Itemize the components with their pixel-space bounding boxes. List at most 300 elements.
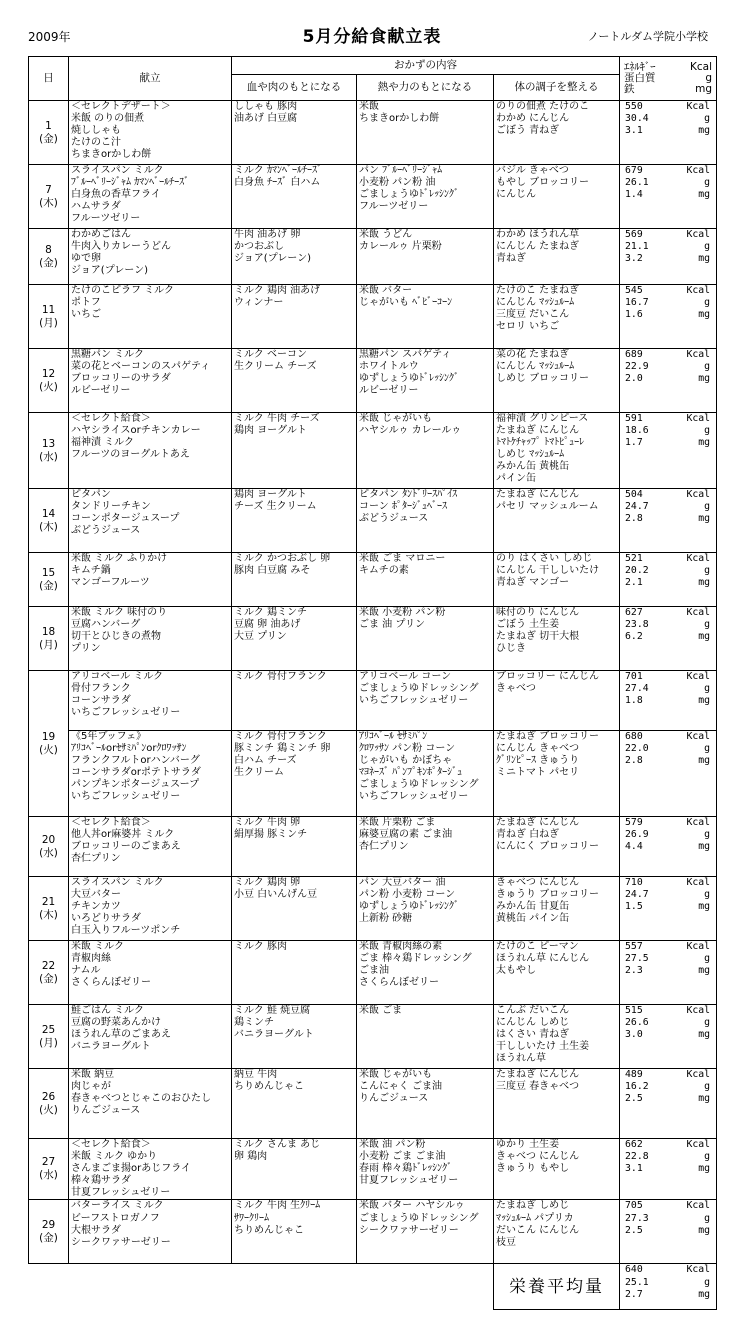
menu-table <box>28 56 717 1310</box>
green-foods-cell <box>494 607 620 671</box>
red-foods-cell <box>232 229 357 285</box>
cell-line: 甘夏フレッシュゼリー <box>359 1175 459 1187</box>
cell-line: 味付のり にんじん <box>496 607 580 618</box>
iron-value <box>622 755 714 767</box>
cell-line: 杏仁プリン <box>71 853 121 865</box>
cell-line: ｸﾞﾘﾝﾋﾟｰｽ きゅうり <box>496 755 580 767</box>
iron-value <box>622 695 714 707</box>
energy-number: 591 <box>625 413 643 424</box>
cell-line: キムチの素 <box>359 565 409 577</box>
protein-value <box>622 1213 714 1225</box>
cell-line: 鶏肉 ヨーグルト <box>234 489 307 500</box>
average-nutrition <box>620 1264 717 1310</box>
cell-line: ルビーゼリー <box>71 385 131 397</box>
table-row <box>29 731 717 817</box>
day-number: 7 <box>45 183 52 196</box>
energy-unit: Kcal <box>686 817 711 828</box>
day-cell <box>29 1200 69 1264</box>
cell-line: 杏仁プリン <box>359 841 409 853</box>
cell-line: コーンポタージュスープ <box>71 513 180 525</box>
day-number: 14 <box>41 507 56 520</box>
green-foods-cell <box>494 941 620 1005</box>
cell-line: 骨付フランク <box>71 683 131 695</box>
cell-line: マンゴーフルーツ <box>71 577 150 589</box>
yellow-foods-cell <box>357 553 494 607</box>
red-foods-cell <box>232 671 357 731</box>
day-number: 12 <box>41 367 56 380</box>
protein-value <box>622 113 714 125</box>
day-of-week: (月) <box>39 316 58 329</box>
table-row <box>29 349 717 413</box>
day-cell <box>29 101 69 165</box>
cell-line: 福神漬 グリンピース <box>496 413 589 424</box>
protein-number: 22.9 <box>625 361 649 373</box>
day-cell <box>29 671 69 817</box>
day-cell <box>29 877 69 941</box>
cell-line: 米飯 うどん <box>359 229 413 240</box>
cell-line: ゆずしょうゆﾄﾞﾚｯｼﾝｸﾞ <box>359 373 459 385</box>
cell-line: きゅうり ブロッコリー <box>496 889 599 901</box>
yellow-foods-cell <box>357 607 494 671</box>
iron-unit: mg <box>698 1288 711 1300</box>
cell-line: わかめ ほうれん草 <box>496 229 580 240</box>
cell-line: ミルク 骨付フランク <box>234 731 327 742</box>
iron-value <box>622 189 714 201</box>
table-row <box>29 229 717 285</box>
energy-number: 662 <box>625 1139 643 1150</box>
iron-value <box>622 309 714 321</box>
day-number: 18 <box>41 625 56 638</box>
cell-line: 米飯 ミルク <box>71 941 124 952</box>
energy-value <box>622 607 714 619</box>
cell-line: たまねぎ にんじん <box>496 489 580 500</box>
cell-line: ＜セレクト給食＞ <box>71 413 151 424</box>
cell-line: タンドリーチキン <box>71 501 151 513</box>
day-number: 13 <box>41 437 56 450</box>
cell-line: ちりめんじゃこ <box>234 1081 304 1093</box>
iron-number: 3.2 <box>625 253 643 265</box>
iron-unit: mg <box>698 309 711 321</box>
cell-line: いちごフレッシュゼリー <box>71 707 181 719</box>
energy-value <box>622 553 714 565</box>
protein-unit: g <box>705 72 713 84</box>
cell-line: たけのこ汁 <box>71 137 121 149</box>
cell-line: 福神漬 ミルク <box>71 437 134 449</box>
day-of-week: (水) <box>39 1169 58 1182</box>
day-cell <box>29 1005 69 1069</box>
cell-line: りんごジュース <box>71 1105 141 1117</box>
cell-line: シークワァサーゼリー <box>71 1236 171 1248</box>
cell-line: 白ハム チーズ <box>234 755 297 767</box>
cell-line: ミルク 鶏肉 卵 <box>234 877 301 888</box>
cell-line: だいこん にんじん <box>496 1224 580 1236</box>
protein-number: 16.2 <box>625 1081 649 1093</box>
green-foods-cell <box>494 229 620 285</box>
protein-number: 16.7 <box>625 297 649 309</box>
cell-line: 米飯 <box>359 101 379 112</box>
cell-line: ウィンナー <box>234 297 284 309</box>
cell-line: たまねぎ しめじ <box>496 1200 570 1212</box>
green-foods-cell <box>494 1005 620 1069</box>
cell-line: 菜の花とベーコンのスパゲティ <box>71 361 211 373</box>
cell-line: ハヤシライスorチキンカレー <box>71 425 201 437</box>
cell-line: 小豆 白いんげん豆 <box>234 889 318 901</box>
cell-line: ミニトマト パセリ <box>496 767 580 779</box>
iron-value <box>622 631 714 643</box>
iron-unit: mg <box>698 373 711 385</box>
protein-value <box>622 743 714 755</box>
nutrition-cell <box>620 489 717 553</box>
menu-cell <box>69 349 232 413</box>
day-number: 11 <box>41 303 56 316</box>
cell-line: 油あげ 白豆腐 <box>234 113 298 125</box>
cell-line: もやし ブロッコリー <box>496 177 589 189</box>
iron-value <box>622 437 714 449</box>
day-of-week: (金) <box>39 1231 58 1244</box>
cell-line: ピタパン ﾀﾝﾄﾞﾘｰｽﾊﾟｲｽ <box>359 489 458 500</box>
cell-line: ｻﾜｰｸﾘｰﾑ <box>234 1212 269 1224</box>
energy-number: 579 <box>625 817 643 828</box>
red-foods-cell <box>232 731 357 817</box>
cell-line: 菜の花 たまねぎ <box>496 349 570 360</box>
red-foods-cell <box>232 817 357 877</box>
energy-value <box>622 1069 714 1081</box>
day-of-week: (月) <box>39 638 58 651</box>
iron-value <box>622 841 714 853</box>
energy-value <box>622 101 714 113</box>
col-menu: 献立 <box>69 57 232 101</box>
cell-line: ちまきorかしわ餅 <box>359 113 440 125</box>
cell-line: ミルク 牛肉 卵 <box>234 817 301 828</box>
cell-line: ﾏﾖﾈｰｽﾞ ﾊﾟﾝﾌﾟｷﾝﾎﾟﾀｰｼﾞｭ <box>359 767 463 779</box>
table-row <box>29 671 717 731</box>
cell-line: じゃがいも ﾍﾞﾋﾞｰｺｰﾝ <box>359 297 453 309</box>
cell-line: 白玉入りフルーツポンチ <box>71 925 181 937</box>
iron-number: 1.4 <box>625 189 643 201</box>
iron-unit: mg <box>698 1163 711 1175</box>
cell-line: ルビーゼリー <box>359 385 419 397</box>
energy-number: 521 <box>625 553 643 564</box>
cell-line: ゆずしょうゆﾄﾞﾚｯｼﾝｸﾞ <box>359 901 459 913</box>
nutrition-cell <box>620 1200 717 1264</box>
green-foods-cell <box>494 1139 620 1200</box>
cell-line: いちごフレッシュゼリー <box>71 791 181 803</box>
day-cell <box>29 941 69 1005</box>
cell-line: 青ねぎ 白ねぎ <box>496 829 560 841</box>
cell-line: 米飯 納豆 <box>71 1069 115 1080</box>
cell-line: たまねぎ ブロッコリー <box>496 731 599 742</box>
day-number: 1 <box>45 119 52 132</box>
page-title: 5月分給食献立表 <box>302 27 442 47</box>
energy-value <box>622 489 714 501</box>
day-cell <box>29 165 69 229</box>
average-row <box>29 1264 717 1310</box>
cell-line: 太もやし <box>496 965 536 977</box>
yellow-foods-cell <box>357 229 494 285</box>
day-number: 8 <box>45 243 52 256</box>
yellow-foods-cell <box>357 671 494 731</box>
cell-line: ちりめんじゃこ <box>234 1224 304 1236</box>
cell-line: ミルク 豚肉 <box>234 941 287 952</box>
yellow-foods-cell <box>357 349 494 413</box>
table-row <box>29 877 717 941</box>
cell-line: のり はくさい しめじ <box>496 553 593 564</box>
red-foods-cell <box>232 877 357 941</box>
cell-line: バジル きゃべつ <box>496 165 569 176</box>
iron-number: 1.8 <box>625 695 643 707</box>
iron-value <box>622 1093 714 1105</box>
cell-line: 青ねぎ <box>496 253 526 265</box>
iron-value <box>622 253 714 265</box>
protein-unit: g <box>704 501 711 513</box>
cell-line: スライスパン ミルク <box>71 165 164 176</box>
cell-line: ミルク 鶏肉 油あげ <box>234 285 321 296</box>
protein-unit: g <box>704 683 711 695</box>
yellow-foods-cell <box>357 1200 494 1264</box>
protein-unit: g <box>704 177 711 189</box>
protein-value <box>622 361 714 373</box>
cell-line: こんぶ だいこん <box>496 1005 570 1016</box>
red-foods-cell <box>232 349 357 413</box>
cell-line: じゃがいも かぼちゃ <box>359 755 453 767</box>
cell-line: 生クリーム チーズ <box>234 361 317 373</box>
protein-unit: g <box>704 1276 711 1288</box>
cell-line: 米飯 じゃがいも <box>359 413 433 424</box>
protein-unit: g <box>704 241 711 253</box>
energy-unit: Kcal <box>686 607 711 618</box>
cell-line: 三度豆 春きゃべつ <box>496 1081 580 1093</box>
green-foods-cell <box>494 165 620 229</box>
cell-line: ピタパン <box>71 489 111 500</box>
cell-line: たけのこ たまねぎ <box>496 285 580 296</box>
yellow-foods-cell <box>357 101 494 165</box>
cell-line: 納豆 牛肉 <box>234 1069 278 1080</box>
energy-number: 569 <box>625 229 643 240</box>
cell-line: 切干とひじきの煮物 <box>71 631 161 643</box>
day-cell <box>29 413 69 489</box>
col-okazu: おかずの内容 <box>232 57 620 75</box>
nutrition-cell <box>620 1069 717 1139</box>
protein-unit: g <box>704 1151 711 1163</box>
cell-line: 米飯 青椒肉絲の素 <box>359 941 443 952</box>
iron-unit: mg <box>698 1029 711 1041</box>
iron-unit: mg <box>698 965 711 977</box>
cell-line: 他人丼or麻婆丼 ミルク <box>71 829 175 841</box>
average-label: 栄養平均量 <box>494 1264 620 1310</box>
cell-line: 小麦粉 パン粉 油 <box>359 177 436 189</box>
cell-line: ハムサラダ <box>71 201 121 213</box>
cell-line: 黒糖パン ミルク <box>71 349 144 360</box>
cell-line: ホワイトルウ <box>359 361 419 373</box>
table-row <box>29 413 717 489</box>
iron-number: 2.5 <box>625 1224 643 1236</box>
table-row <box>29 607 717 671</box>
iron-value <box>622 125 714 137</box>
cell-line: 大豆バター <box>71 889 121 901</box>
menu-cell <box>69 553 232 607</box>
cell-line: ごま 油 プリン <box>359 619 425 631</box>
protein-unit: g <box>704 1017 711 1029</box>
protein-unit: g <box>704 1081 711 1093</box>
cell-line: ﾌﾞﾙｰﾍﾞﾘｰｼﾞｬﾑ ｶﾏﾝﾍﾞｰﾙﾁｰｽﾞ <box>71 177 190 189</box>
cell-line: カレールゥ 片栗粉 <box>359 241 442 253</box>
cell-line: 小麦粉 ごま ごま油 <box>359 1151 446 1163</box>
cell-line: 肉じゃが <box>71 1081 111 1093</box>
cell-line: ごましょうゆﾄﾞﾚｯｼﾝｸﾞ <box>359 189 459 201</box>
table-row <box>29 1139 717 1200</box>
cell-line: コーン ﾎﾟﾀｰｼﾞｭﾍﾞｰｽ <box>359 501 447 513</box>
cell-line: にんじん きゃべつ <box>496 743 580 755</box>
nutrition-cell <box>620 671 717 731</box>
protein-number: 26.6 <box>625 1017 649 1029</box>
energy-number: 627 <box>625 607 643 618</box>
day-number: 26 <box>41 1090 56 1103</box>
cell-line: ﾄﾏﾄｹﾁｬｯﾌﾟ ﾄﾏﾄﾋﾟｭｰﾚ <box>496 437 585 449</box>
cell-line: たまねぎ にんじん <box>496 425 580 437</box>
green-foods-cell <box>494 553 620 607</box>
iron-unit: mg <box>698 189 711 201</box>
energy-number: 680 <box>625 731 643 742</box>
cell-line: パイン缶 <box>496 473 536 485</box>
col-red: 血や肉のもとになる <box>232 75 357 101</box>
red-foods-cell <box>232 553 357 607</box>
cell-line: バニラヨーグルト <box>234 1029 314 1041</box>
cell-line: 米飯 小麦粉 パン粉 <box>359 607 446 618</box>
green-foods-cell <box>494 1069 620 1139</box>
iron-unit: mg <box>698 253 711 265</box>
energy-value <box>622 877 714 889</box>
iron-unit: mg <box>698 841 711 853</box>
energy-unit: Kcal <box>686 1005 711 1016</box>
iron-label: 鉄 <box>624 83 635 95</box>
protein-value <box>622 177 714 189</box>
cell-line: キムチ鍋 <box>71 565 111 577</box>
day-cell <box>29 229 69 285</box>
cell-line: シークワァサーゼリー <box>359 1224 459 1236</box>
school-name: ノートルダム学院小学校 <box>587 30 708 43</box>
menu-cell <box>69 1139 232 1200</box>
cell-line: チーズ 生クリーム <box>234 501 317 513</box>
cell-line: 米飯 ミルク ふりかけ <box>71 553 168 564</box>
cell-line: フルーツゼリー <box>359 201 429 213</box>
green-foods-cell <box>494 731 620 817</box>
cell-line: パン 大豆バター 油 <box>359 877 446 888</box>
cell-line: 牛肉 油あげ 卵 <box>234 229 301 240</box>
red-foods-cell <box>232 1069 357 1139</box>
green-foods-cell <box>494 349 620 413</box>
cell-line: 米飯 ごま マロニー <box>359 553 446 564</box>
cell-line: チキンカツ <box>71 901 121 913</box>
cell-line: ナムル <box>71 965 101 977</box>
cell-line: いちご <box>71 309 101 321</box>
day-of-week: (金) <box>39 579 58 592</box>
cell-line: ほうれん草のごまあえ <box>71 1029 171 1041</box>
cell-line: 豆腐 卵 油あげ <box>234 619 301 631</box>
yellow-foods-cell <box>357 817 494 877</box>
nutrition-cell <box>620 607 717 671</box>
table-row <box>29 1069 717 1139</box>
yellow-foods-cell <box>357 165 494 229</box>
protein-value <box>622 241 714 253</box>
cell-line: はくさい 青ねぎ <box>496 1029 570 1041</box>
cell-line: ＜セレクト給食＞ <box>71 1139 151 1150</box>
cell-line: 卵 鶏肉 <box>234 1151 268 1163</box>
protein-value <box>622 619 714 631</box>
green-foods-cell <box>494 285 620 349</box>
day-number: 22 <box>41 959 56 972</box>
iron-number: 1.5 <box>625 901 643 913</box>
day-of-week: (月) <box>39 1036 58 1049</box>
green-foods-cell <box>494 817 620 877</box>
energy-number: 689 <box>625 349 643 360</box>
day-cell <box>29 607 69 671</box>
yellow-foods-cell <box>357 413 494 489</box>
cell-line: ポトフ <box>71 297 101 309</box>
nutrition-cell <box>620 553 717 607</box>
day-of-week: (木) <box>39 520 58 533</box>
cell-line: ブロッコリーのごまあえ <box>71 841 181 853</box>
iron-number: 1.6 <box>625 309 643 321</box>
iron-number: 2.1 <box>625 577 643 589</box>
menu-cell <box>69 229 232 285</box>
protein-number: 21.1 <box>625 241 649 253</box>
day-of-week: (金) <box>39 132 58 145</box>
cell-line: 黄桃缶 パイン缶 <box>496 913 570 925</box>
protein-unit: g <box>704 619 711 631</box>
day-of-week: (木) <box>39 196 58 209</box>
day-number: 27 <box>41 1156 56 1169</box>
energy-unit: Kcal <box>686 285 711 296</box>
cell-line: 鮭ごはん ミルク <box>71 1005 144 1016</box>
day-number: 19 <box>41 730 56 743</box>
cell-line: にんじん しめじ <box>496 1017 570 1029</box>
cell-line: こんにゃく ごま油 <box>359 1081 442 1093</box>
cell-line: ミルク 牛肉 生ｸﾘｰﾑ <box>234 1200 321 1212</box>
nutrition-cell <box>620 349 717 413</box>
cell-line: 棒々鶏サラダ <box>71 1175 131 1187</box>
menu-cell <box>69 1069 232 1139</box>
protein-unit: g <box>704 425 711 437</box>
yellow-foods-cell <box>357 285 494 349</box>
table-row <box>29 941 717 1005</box>
cell-line: りんごジュース <box>359 1093 429 1105</box>
cell-line: プリン <box>71 643 101 655</box>
cell-line: しめじ ブロッコリー <box>496 373 589 385</box>
cell-line: ブロッコリー にんじん <box>496 671 599 682</box>
iron-value <box>622 1225 714 1237</box>
cell-line: わかめ にんじん <box>496 113 570 125</box>
yellow-foods-cell <box>357 489 494 553</box>
green-foods-cell <box>494 489 620 553</box>
energy-unit: Kcal <box>686 671 711 682</box>
energy-number: 550 <box>625 101 643 112</box>
cell-line: きゃべつ <box>496 683 536 695</box>
menu-cell <box>69 489 232 553</box>
energy-value <box>622 941 714 953</box>
cell-line: きゃべつ にんじん <box>496 877 580 888</box>
cell-line: みかん缶 甘夏缶 <box>496 901 570 913</box>
protein-unit: g <box>704 1212 711 1224</box>
cell-line: ｱﾘｺﾍﾞｰﾙ ｾｻﾐﾊﾟﾝ <box>359 731 428 742</box>
iron-value <box>622 1029 714 1041</box>
table-row <box>29 1200 717 1264</box>
cell-line: 大豆 プリン <box>234 631 287 643</box>
iron-number: 2.8 <box>625 755 643 767</box>
cell-line: ごま油 <box>359 965 389 977</box>
energy-unit: Kcal <box>690 61 713 73</box>
cell-line: セロリ いちご <box>496 321 560 333</box>
energy-unit: Kcal <box>686 101 711 112</box>
